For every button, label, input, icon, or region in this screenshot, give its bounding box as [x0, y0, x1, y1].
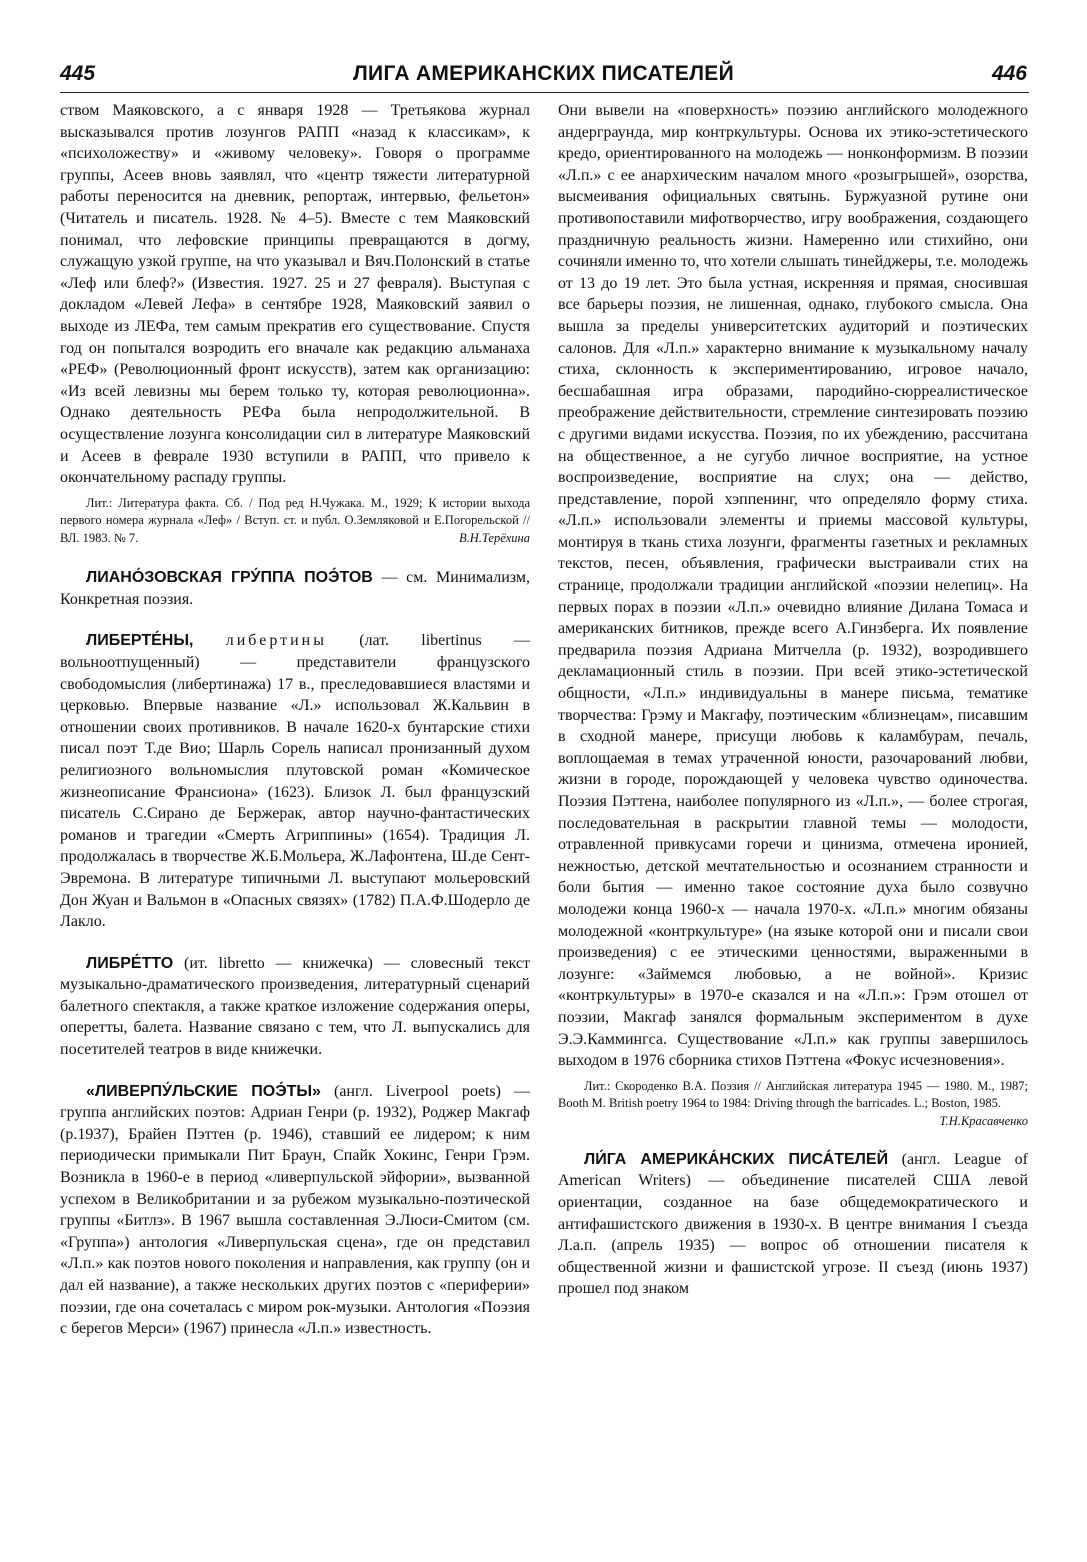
header-rule: [60, 92, 1029, 93]
liverpool-continuation: Они вывели на «поверхность» поэзию английского молодежного андерграунда, мир контркультуры. Основа их этико-эстетического кредо, ориентированного на молодежь — нонконформизм. В поэзии «Л.п.» с ее анархическим началом много «розыгрышей», озорства, высмеивания официальных святынь. Буржуазной рутине они противопоставили мифотворчество, игру воображения, создающего праздничную реальность жизни. Намеренно или стихийно, они сочиняли именно то, что хотели слышать тинейджеры, т.е. молодежь от 13 до 19 лет. Это была устная, искренняя и прямая, сносившая все барьеры поэзия, не лишенная, однако, глубокого смысла. Она вышла за пределы университетских аудиторий и поэтических салонов. Для «Л.п.» характерно внимание к музыкальному началу стиха, склонность к экспериментированию, игровое начало, бесшабашная игра образами, пародийно-сюрреалистическое преображение действительности, стремление синтезировать поэзию с другими видами искусства. Поэзия, по их убеждению, рассчитана на общественное, а не сугубо личное восприятие, на устное воспроизведение, восприятие на слух; она — действо, представление, порой хэппенинг, что определяло форму стиха. «Л.п.» использовали элементы и приемы массовой культуры, монтируя в ткань стиха лозунги, фрагменты газетных и рекламных текстов, песен, объявления, графически выстраивали стих на странице, продолжали традиции английской «поэзии нелепиц». На первых порах в поэзии «Л.п.» очевидно влияние Дилана Томаса и американских битников, прежде всего А.Гинзберга. Их появление предварила поэзия Адриана Митчелла (р. 1932), возродившего декламационный стиль в поэзии. При всей этико-эстетической общности, «Л.п.» индивидуальны в манере письма, тематике творчества: Грэму и Макгафу, поэтическим «близнецам», писавшим в сходной манере, присущи любовь к каламбурам, печаль, воплощаемая в темах утраченной юности, разочарований любви, жизни в городе, порождающей у человека чувство одиночества. Поэзия Пэттена, наиболее популярного из «Л.п.», — более строгая, последовательная в раскрытии главной темы — молодости, отравленной привкусами горечи и цинизма, отмечена иронией, нежностью, детской мечтательностью и осознанием странности и боли бытия — именно такое состояние духа было созвучно молодежи конца 1960-х — начала 1970-х. «Л.п.» многим обязаны молодежной «контркультуре» (на языке которой они и писали свои произведения) с ее этическими ценностями, выраженными в лозунге: «Займемся любовью, а не войной». Кризис «контркультуры» в 1970-е сказался и на «Л.п.»: Грэм отошел от поэзии, Макгаф занялся формальным экспериментом в духе Э.Э.Каммингса. Существование «Л.п.» как группы завершилось выходом в 1976 сборника стихов Пэттена «Фокус исчезновения».: [558, 102, 1028, 1070]
liverpool-literature: Лит.: Скороденко В.А. Поэзия // Английская литература 1945 — 1980. М., 1987; Booth M. British poetry 1964 to 1984: Driving through the barricades. L.; Boston, 1985. Т.Н.Красавченко: [558, 1078, 1028, 1113]
running-header: [60, 62, 1027, 92]
liverpool-author: Т.Н.Красавченко: [939, 1113, 1028, 1128]
headword-liverpool-poets: «ЛИВЕРПУ́ЛЬСКИЕ ПОЭ́ТЫ»: [86, 1082, 321, 1100]
right-column: [558, 100, 1028, 1300]
left-column: [60, 100, 530, 1340]
entry-libertines: ЛИБЕРТЕ́НЫ, либертины (лат. libertinus — вольноотпущенный) — представители французского свободомыслия (либертинажа) 17 в., преследовавшиеся властями и церковью. Впервые название «Л.» использовал Ж.Кальвин в отношении своих противников. В начале 1620-х бунтарские стихи писал поэт Т.де Вио; Шарль Сорель написал пронизанный духом религиозного вольномыслия плутовской роман «Комическое жизнеописание Франсиона» (1623). Близок Л. был французский писатель С.Сирано де Бержерак, автор научно-фантастических романов и трагедии «Смерть Агриппины» (1654). Традиция Л. продолжалась в творчестве Ж.Б.Мольера, Ж.Лафонтена, Ш.де Сент-Эвремона. В литературе типичными Л. выступают мольеровский Дон Жуан и Вальмон в «Опасных связях» (1782) П.А.Ф.Шодерло де Лакло.: [60, 632, 530, 931]
entry-lianozovo: ЛИАНО́ЗОВСКАЯ ГРУ́ППА ПОЭ́ТОВ — см. Минимализм, Конкретная поэзия.: [60, 569, 530, 608]
page-number-right: 446: [991, 62, 1027, 85]
running-title: ЛИГА АМЕРИКАНСКИХ ПИСАТЕЛЕЙ: [353, 62, 734, 85]
entry-league-american-writers: ЛИ́ГА АМЕРИКА́НСКИХ ПИСА́ТЕЛЕЙ (англ. League of American Writers) — объединение писателей США левой ориентации, созданное на базе общедемократического и антифашистского движения в 1930-х. В центре внимания I съезда Л.а.п. (апрель 1935) — вопрос об отношении писателя к общественной жизни и фашистской угрозе. II съезд (июнь 1937) прошел под знаком: [558, 1150, 1028, 1298]
page-number-left: 445: [60, 62, 96, 85]
headword-libretto: ЛИБРЕ́ТТО: [86, 954, 174, 972]
lef-literature: Лит.: Литература факта. Сб. / Под ред Н.Чужака. М., 1929; К истории выхода первого номера журнала «Леф» / Вступ. ст. и публ. О.Земляковой и Е.Погорельской // ВЛ. 1983. № 7. В.Н.Терёхина: [60, 495, 530, 548]
headword-lianozovo: ЛИАНО́ЗОВСКАЯ ГРУ́ППА ПОЭ́ТОВ: [86, 569, 373, 587]
spaced-term: либертины: [225, 632, 327, 650]
entry-liverpool-poets: «ЛИВЕРПУ́ЛЬСКИЕ ПОЭ́ТЫ» (англ. Liverpool poets) — группа английских поэтов: Адриан Генри (р. 1932), Роджер Макгаф (р.1937), Брайен Пэттен (р. 1946), ставший ее лидером; к ним периодически примыкали Пит Браун, Спайк Хокинс, Генри Грэм. Возникла в 1960-е в период «ливерпульской эйфории», вызванной успехом в Великобритании и за рубежом музыкально-поэтической группы «Битлз». В 1967 вышла составленная Э.Люси-Смитом (см. «Группа») антология «Ливерпульская сцена», где он представил «Л.п.» как поэтов нового поколения и направления, как группу (он и дал ей название), а также нескольких других поэтов с «периферии» поэзии, где она сочеталась с миром рок-музыки. Антология «Поэзия с берегов Мерси» (1967) принесла «Л.п.» известность.: [60, 1082, 531, 1338]
entry-libretto: ЛИБРЕ́ТТО (ит. libretto — книжечка) — словесный текст музыкально-драматического произведения, литературный сценарий балетного спектакля, а также краткое изложение содержания оперы, оперетты, балета. Название связано с тем, что Л. выпускались для посетителей театров в виде книжечки.: [60, 954, 530, 1059]
headword-libertines: ЛИБЕРТЕ́НЫ,: [86, 632, 194, 650]
headword-league: ЛИ́ГА АМЕРИКА́НСКИХ ПИСА́ТЕЛЕЙ: [584, 1150, 889, 1168]
lef-author: В.Н.Терёхина: [458, 530, 530, 545]
lef-article-end: ством Маяковского, а с января 1928 — Третьякова журнал высказывался против лозунгов РАПП «назад к классикам», к «психоложеству» и «живому человеку». Говоря о программе группы, Асеев вновь заявлял, что «центр тяжести литературной работы переносится на дневник, репортаж, интервью, фельетон» (Читатель и писатель. 1928. № 4–5). Вместе с тем Маяковский понимал, что лефовские принципы превращаются в догму, служащую узкой группе, на что указывал и Вяч.Полонский в статье «Леф или блеф?» (Известия. 1927. 25 и 27 февраля). Выступая с докладом «Левей Лефа» в сентябре 1928, Маяковский заявил о выходе из ЛЕФа, тем самым прекратив его существование. Спустя год он попытался возродить его вначале как редакцию альманаха «РЕФ» (Революционный фронт искусств), затем как организацию: «Из всей левизны мы берем только ту, которая революционна». Однако деятельность РЕФа была непродолжительной. В осуществление лозунга консолидации сил в литературе Маяковский и Асеев в феврале 1930 вступили в РАПП, что привело к окончательному распаду группы.: [60, 102, 530, 487]
